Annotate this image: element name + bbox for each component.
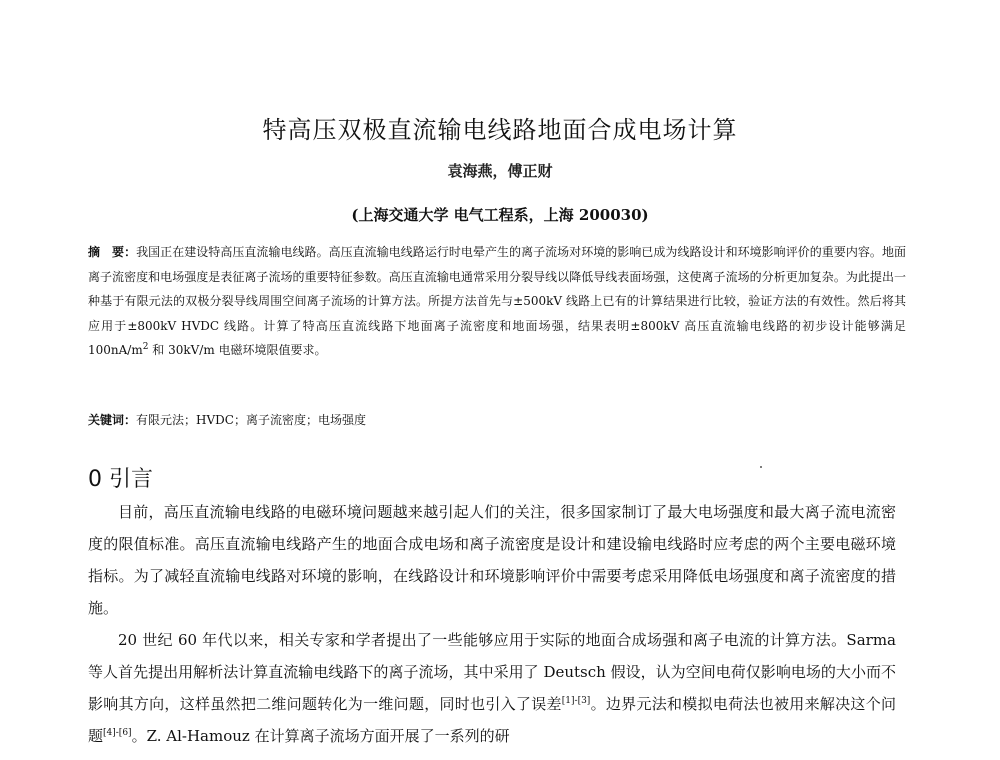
paper-authors: 袁海燕，傅正财: [447, 162, 553, 180]
paper-affiliation: (上海交通大学 电气工程系，上海 200030): [351, 206, 649, 224]
abstract-end: 和 30kV/m 电磁环境限值要求。: [148, 343, 327, 357]
section-heading: 0 引言: [88, 467, 153, 492]
body-text: [88, 496, 896, 752]
abstract-superscript: 2: [142, 342, 149, 352]
paragraph-1: 目前，高压直流输电线路的电磁环境问题越来越引起人们的关注，很多国家制订了最大电场强度和最大离子流电流密度的限值标准。高压直流输电线路产生的地面合成电场和离子流密度是设计和建设输电线路时应考虑的两个主要电磁环境指标。为了减轻直流输电线路对环境的影响，在线路设计和环境影响评价中需要考虑采用降低电场强度和离子流密度的措施。: [88, 503, 896, 617]
paper-title: 特高压双极直流输电线路地面合成电场计算: [262, 116, 738, 144]
paragraph-2: [88, 624, 896, 752]
citation-4-6: [4]-[6]: [103, 728, 132, 738]
keywords: [88, 410, 906, 430]
abstract-text: 我国正在建设特高压直流输电线路。高压直流输电线路运行时电晕产生的离子流场对环境的影响已成为线路设计和环境影响评价的重要内容。地面离子流密度和电场强度是表征离子流场的重要特征参数。高压直流输电通常采用分裂导线以降低导线表面场强，这使离子流场的分析更加复杂。为此提出一种基于有限元法的双极分裂导线周围空间离子流场的计算方法。所提方法首先与±500kV 线路上已有的计算结果进行比较，验证方法的有效性。然后将其应用于±800kV HVDC 线路。计算了特高压直流线路下地面离子流密度和地面场强，结果表明±800kV 高压直流输电线路的初步设计能够满足 100nA/m: [88, 245, 906, 357]
scan-speck: [760, 466, 762, 468]
citation-1-3: [1]-[3]: [561, 696, 591, 706]
paragraph-2-part-b: 。边界元法和模拟电荷法也被用来解决这个问题: [88, 695, 896, 745]
keywords-label: 关键词：: [88, 413, 137, 427]
abstract: [88, 240, 906, 363]
paragraph-2-part-a: 20 世纪 60 年代以来，相关专家和学者提出了一些能够应用于实际的地面合成场强和离子电流的计算方法。Sarma 等人首先提出用解析法计算直流输电线路下的离子流场，其中采用了 Deutsch 假设，认为空间电荷仅影响电场的大小而不影响其方向，这样虽然把二维问题转化为一维问题，同时也引入了误差: [88, 631, 896, 713]
abstract-label: 摘 要：: [88, 245, 137, 259]
keywords-text: 有限元法；HVDC；离子流密度；电场强度: [136, 413, 366, 427]
paragraph-2-part-c: 。Z. Al-Hamouz 在计算离子流场方面开展了一系列的研: [131, 727, 510, 745]
